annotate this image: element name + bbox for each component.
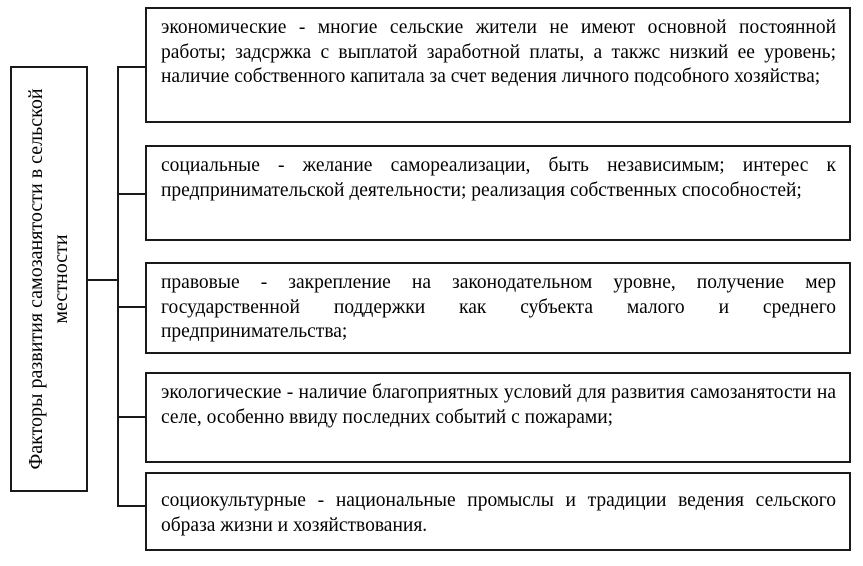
factor-name: социальные — [161, 155, 260, 176]
factor-name: экологические — [161, 382, 282, 403]
factor-description: закрепление на законодательном уровне, получение мер государственной поддержки как субъекта малого и среднего предпринимательства; — [161, 272, 837, 342]
branch-line-1 — [117, 66, 145, 68]
factor-separator: - — [239, 272, 289, 293]
factor-separator: - — [259, 155, 303, 176]
factor-name: правовые — [161, 272, 240, 293]
factor-separator: - — [305, 490, 336, 511]
factor-name: экономические — [161, 17, 287, 38]
factor-description: национальные промыслы и традиции ведения сельского образа жизни и хозяйствования. — [161, 490, 836, 536]
factor-name: социокультурные — [161, 490, 306, 511]
branch-line-5 — [117, 505, 145, 507]
factor-description: желание самореализации, быть независимым; интерес к предпринимательской деятельности; реализация собственных способностей; — [161, 155, 836, 201]
factor-box-sociocultural — [145, 472, 851, 551]
factor-separator: - — [281, 382, 299, 403]
vertical-trunk-line — [117, 66, 119, 507]
root-connector-line — [88, 279, 118, 281]
factor-description: многие сельские жители не имеют основной постоянной работы; задсржка с выплатой заработной платы, а такжс низкий ее уровень; наличие собственного капитала за счет ведения личного подсобного хозяйства; — [161, 17, 836, 87]
branch-line-4 — [117, 416, 145, 418]
factor-box-legal — [145, 262, 851, 354]
root-factor-box — [10, 66, 88, 492]
factor-separator: - — [286, 17, 318, 38]
factor-description: наличие благоприятных условий для развития самозанятости на селе, особенно ввиду последних событий с пожарами; — [161, 382, 836, 428]
branch-line-3 — [117, 306, 145, 308]
branch-line-2 — [117, 193, 145, 195]
factor-box-ecological — [145, 372, 851, 463]
factor-box-social — [145, 145, 851, 241]
root-factor-label: Факторы развития самозанятости в сельской местности — [25, 88, 72, 470]
factor-box-economic — [145, 7, 851, 123]
